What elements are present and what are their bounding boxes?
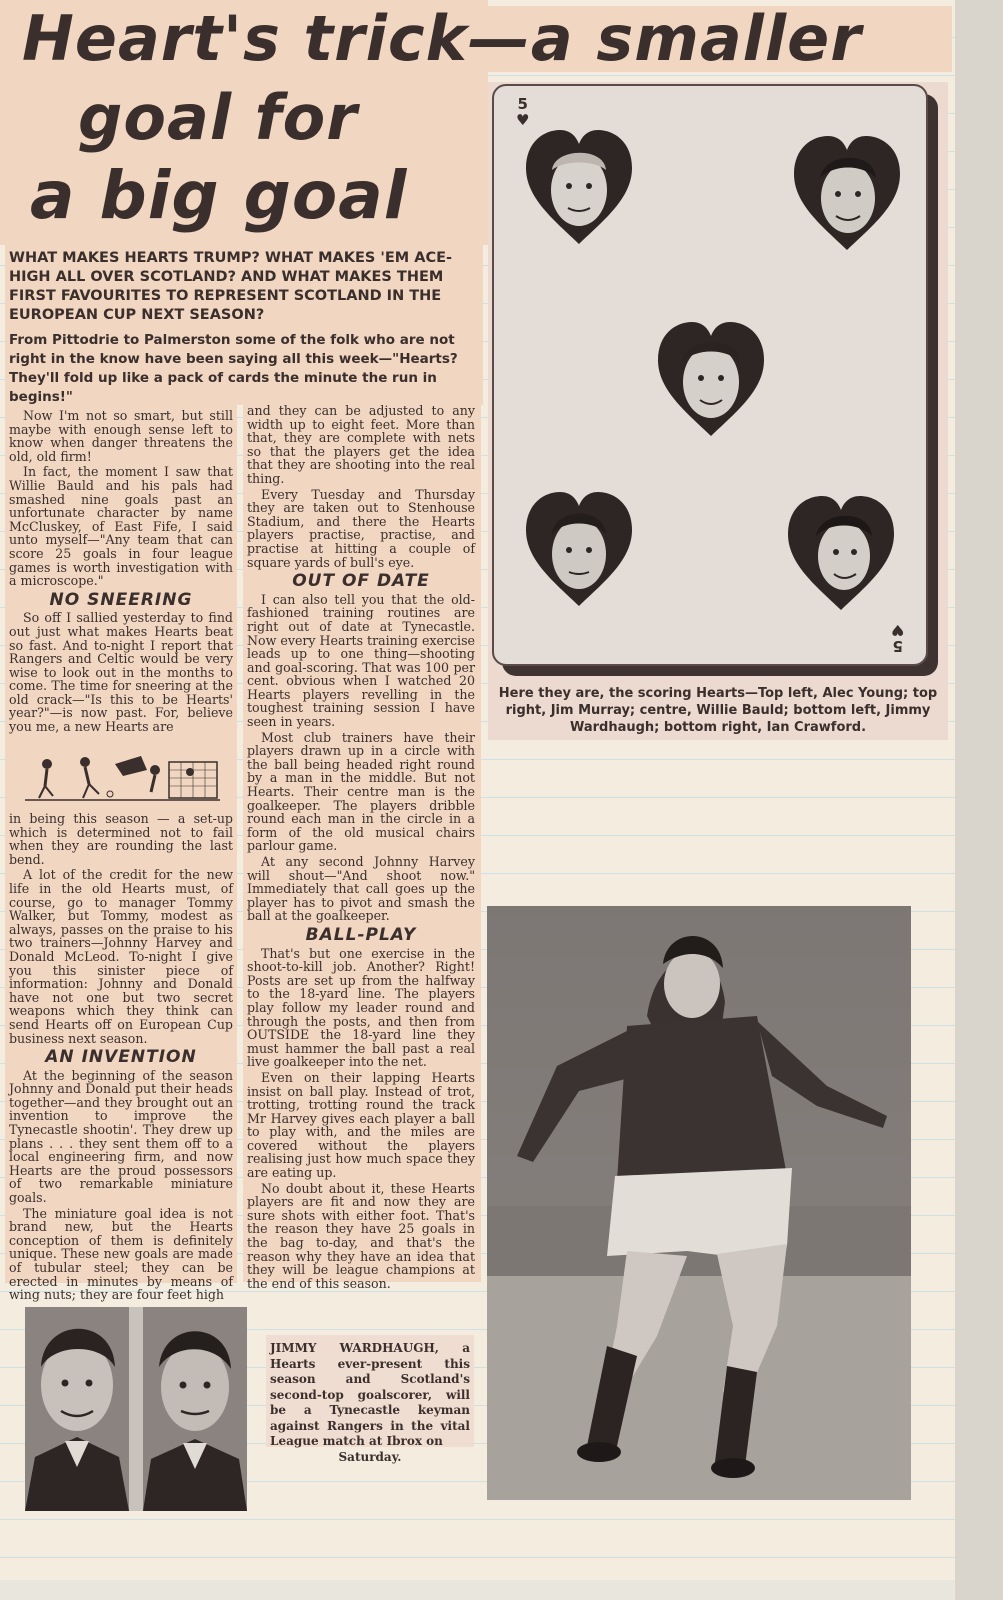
photo-caption bbox=[266, 1335, 474, 1464]
card-rank-top-label: 5 bbox=[517, 95, 528, 113]
col1-para: In fact, the moment I saw that Willie Bauld and his pals had smashed nine goals past an unfortunate character by name McCluskey, of East Fife, I said unto myself—"Any team that can score 25 goals in four league games is worth investigation with a microscope." bbox=[9, 464, 233, 589]
col2-para: That's but one exercise in the shoot-to-kill job. Another? Right! Posts are set up from the halfway to the 18-yard line. The players play follow my leader round and through the posts, and then from OUTSIDE the 18-yard line they must hammer the ball past a real live goalkeeper into the net. bbox=[247, 945, 475, 1070]
column1-top bbox=[5, 405, 237, 750]
headline-line2: goal for bbox=[78, 81, 358, 154]
col2-para: No doubt about it, these Hearts players are fit and now they are sure shots with either foot. That's the reason they have 25 goals in the bag to-day, and that's the reason why they have an idea that they will be league champions at the end of this season. bbox=[247, 1180, 475, 1291]
playing-card-clipping bbox=[488, 82, 948, 740]
photo-caption-text: JIMMY WARDHAUGH, a Hearts ever-present this season and Scotland's second-top goalscorer, will be a Tynecastle keyman against Rangers in the vital League match at Ibrox on bbox=[270, 1341, 470, 1448]
subhead-no-sneering: NO SNEERING bbox=[49, 589, 193, 610]
subhead-out-of-date: OUT OF DATE bbox=[292, 571, 430, 592]
player-portraits-photo-icon bbox=[25, 1307, 247, 1511]
heart-pip-icon: ♥ bbox=[516, 111, 530, 129]
column2 bbox=[243, 402, 481, 1291]
card-caption: Here they are, the scoring Hearts—Top left, Alec Young; top right, Jim Murray; centre, Willie Bauld; bottom left, Jimmy Wardhaugh; bottom right, Ian Crawford. bbox=[498, 686, 938, 735]
subhead-an-invention: AN INVENTION bbox=[45, 1047, 197, 1068]
col2-para: Every Tuesday and Thursday they are taken out to Stenhouse Stadium, and there the Hearts players practise, practise, and practise at hitting a couple of square yards of bull's eye. bbox=[247, 486, 475, 570]
col1-para: So off I sallied yesterday to find out just what makes Hearts beat so fast. And to-night I report that Rangers and Celtic would be very wise to look out in the months to come. The time for sneering at the old crack—"Is this to be Hearts' year?"—is now past. For, believe you me, a new Hearts are bbox=[9, 610, 233, 735]
col2-para: Most club trainers have their players drawn up in a circle with the ball being headed right round by a man in the middle. But not Hearts. Their centre man is the goalkeeper. The players dribble round each man in the circle in a form of the old musical chairs parlour game. bbox=[247, 729, 475, 854]
headline-line1: Heart's trick—a smaller bbox=[22, 2, 862, 75]
five-of-hearts-card bbox=[492, 84, 928, 666]
col1-para: A lot of the credit for the new life in the old Hearts must, of course, go to manager Tommy Walker, but Tommy, modest as always, passes on the praise to his two trainers—Johnny Harvey and Donald McLeod. To-night I give you this sinister piece of information: Johnny and Donald have not one but two secret weapons which they think can send Hearts off on European Cup business next season. bbox=[9, 867, 233, 1046]
col1-para: in being this season — a set-up which is determined not to fail when they are rounding the last bend. bbox=[9, 811, 233, 867]
card-rank-bottom bbox=[891, 622, 904, 654]
heart-portrait-ian-crawford bbox=[786, 494, 896, 612]
heart-portrait-alec-young bbox=[524, 128, 634, 246]
subhead-ball-play: BALL-PLAY bbox=[305, 924, 417, 945]
column1-bottom bbox=[5, 808, 237, 1303]
action-photo-player bbox=[487, 906, 911, 1500]
card-rank-top bbox=[516, 96, 529, 128]
two-player-portraits bbox=[25, 1307, 247, 1511]
col2-para: I can also tell you that the old-fashioned training routines are right out of date at Tynecastle. Now every Hearts training exercise leads up to one thing—shooting and goal-scoring. That was 100 per cent. obvious when I watched 20 Hearts players revelling in the toughest training session I have seen in years. bbox=[247, 591, 475, 730]
headline-line3: a big goal bbox=[30, 157, 408, 234]
col1-para: At the beginning of the season Johnny and Donald put their heads together—and they brought out an invention to improve the Tynecastle shootin'. They drew up plans . . . they sent them off to a local engineering firm, and now Hearts are the proud possessors of two remarkable miniature goals. bbox=[9, 1067, 233, 1206]
footballer-photo-icon bbox=[487, 906, 911, 1500]
heart-portrait-jim-murray bbox=[792, 134, 902, 252]
card-rank-bottom-label: 5 bbox=[892, 637, 903, 655]
headline-top-line bbox=[22, 2, 952, 75]
photo-caption-last: Saturday. bbox=[338, 1449, 402, 1464]
intro-quote: From Pittodrie to Palmerston some of the folk who are not right in the know have been saying all this week—"Hearts? They'll fold up like a pack of cards the minute the run in begins!" bbox=[9, 332, 458, 405]
heart-pip-icon: ♥ bbox=[890, 621, 904, 639]
intro-block bbox=[5, 245, 483, 405]
col1-para: Now I'm not so smart, but still maybe with enough sense left to know when danger threatens the old, old firm! bbox=[9, 408, 233, 464]
page-edge bbox=[955, 0, 1003, 1600]
football-cartoon-icon bbox=[5, 750, 237, 808]
intro-lead: WHAT MAKES HEARTS TRUMP? WHAT MAKES 'EM ACE-HIGH ALL OVER SCOTLAND? AND WHAT MAKES THEM FIRST FAVOURITES TO REPRESENT SCOTLAND IN THE EUROPEAN CUP NEXT SEASON? bbox=[9, 250, 453, 323]
col1-para: The miniature goal idea is not brand new, but the Hearts conception of them is definitely unique. These new goals are made of tubular steel; they can be erected in minutes by means of wing nuts; they are four feet high bbox=[9, 1205, 233, 1303]
col2-para: Even on their lapping Hearts insist on ball play. Instead of trot, trotting, trotting round the track Mr Harvey gives each player a ball to play with, and the miles are covered without the players realising just how much space they are eating up. bbox=[247, 1069, 475, 1181]
col2-para: and they can be adjusted to any width up to eight feet. More than that, they are complete with nets so that the players get the idea that they are shooting into the real thing. bbox=[247, 403, 475, 486]
col2-para: At any second Johnny Harvey will shout—"And shoot now." Immediately that call goes up the player has to pivot and smash the ball at the goalkeeper. bbox=[247, 854, 475, 924]
heart-portrait-willie-bauld bbox=[656, 320, 766, 438]
cartoon-strip bbox=[5, 750, 237, 808]
heart-portrait-jimmy-wardhaugh bbox=[524, 490, 634, 608]
